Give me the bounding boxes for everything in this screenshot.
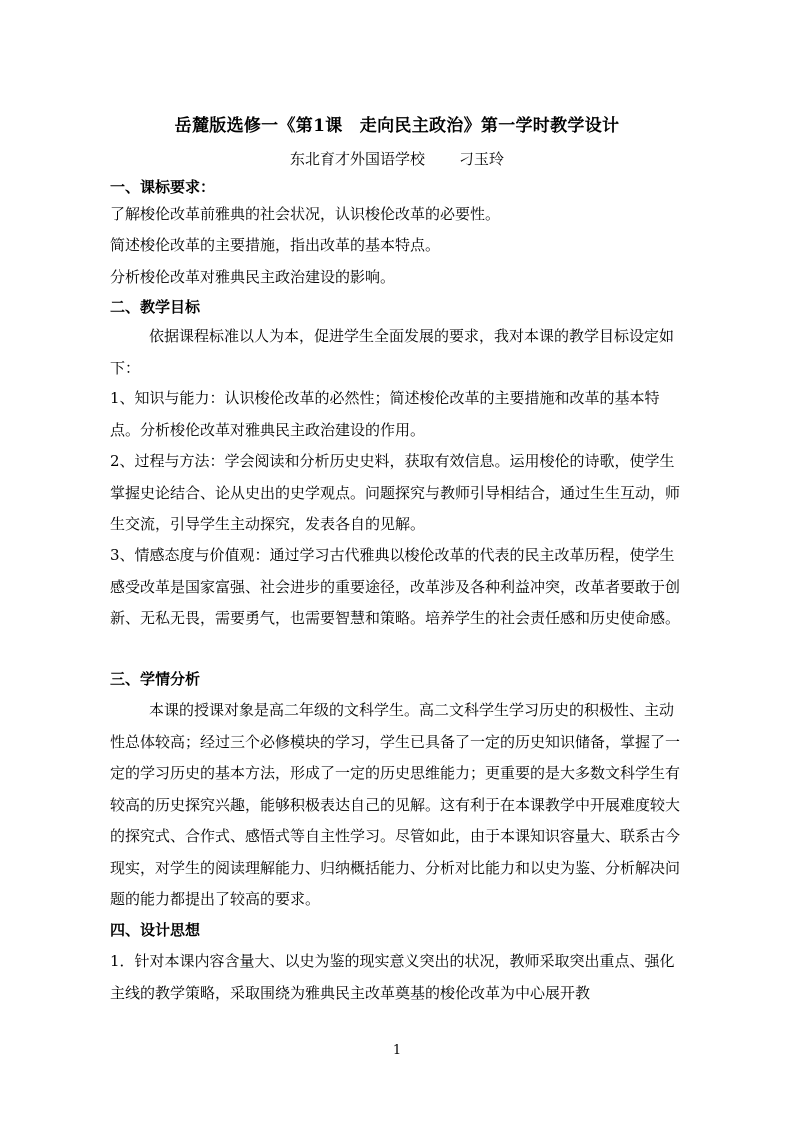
objective-process: 2、过程与方法：学会阅读和分析历史史料，获取有效信息。运用梭伦的诗歌，使学生掌握史论结合、论从史出的史学观点。问题探究与教师引导相结合，通过生生互动，师生交流，引导学生主动探究，发表各自的见解。 [110, 452, 681, 533]
standards-item-2: 简述梭伦改革的主要措施，指出改革的基本特点。 [110, 236, 441, 254]
learners-analysis: 本课的授课对象是高二年级的文科学生。高二文科学生学习历史的积极性、主动性总体较高；经过三个必修模块的学习，学生已具备了一定的历史知识储备，掌握了一定的学习历史的基本方法，形成了一定的历史思维能力；更重要的是大多数文科学生有较高的历史探究兴趣，能够积极表达自己的见解。这有利于在本课教学中开展难度较大的探究式、合作式、感悟式等自主性学习。尽管如此，由于本课知识容量大、联系古今现实，对学生的阅读理解能力、归纳概括能力、分析对比能力和以史为鉴、分析解决问题的能力都提出了较高的要求。 [110, 701, 681, 908]
document-title: 岳麓版选修一《第1课 走向民主政治》第一学时教学设计 [174, 116, 620, 136]
section-heading-design: 四、设计思想 [110, 921, 201, 939]
author-line [0, 148, 794, 170]
objective-attitude: 3、情感态度与价值观：通过学习古代雅典以梭伦改革的代表的民主改革历程，使学生感受改革是国家富强、社会进步的重要途径，改革涉及各种利益冲突，改革者要敢于创新、无私无畏，需要勇气，也需要智慧和策略。培养学生的社会责任感和历史使命感。 [110, 546, 681, 627]
author-name: 刁玉玲 [459, 150, 505, 168]
objective-knowledge: 1、知识与能力：认识梭伦改革的必然性；简述梭伦改革的主要措施和改革的基本特点。分析梭伦改革对雅典民主政治建设的作用。 [110, 389, 660, 439]
author-school: 东北育才外国语学校 [289, 150, 425, 168]
design-thoughts: 1．针对本课内容含量大、以史为鉴的现实意义突出的状况，教师采取突出重点、强化主线的教学策略，采取围绕为雅典民主改革奠基的梭伦改革为中心展开教 [110, 952, 675, 1002]
section-heading-objectives: 二、教学目标 [110, 298, 201, 316]
section-heading-learners: 三、学情分析 [110, 670, 201, 688]
section-heading-standards: 一、课标要求： [110, 178, 216, 196]
standards-item-3: 分析梭伦改革对雅典民主政治建设的影响。 [110, 268, 396, 286]
standards-item-1: 了解梭伦改革前雅典的社会状况，认识梭伦改革的必要性。 [110, 205, 501, 223]
page-number: 1 [392, 1043, 402, 1058]
objectives-intro: 依据课程标准以人为本，促进学生全面发展的要求，我对本课的教学目标设定如下： [110, 327, 675, 377]
